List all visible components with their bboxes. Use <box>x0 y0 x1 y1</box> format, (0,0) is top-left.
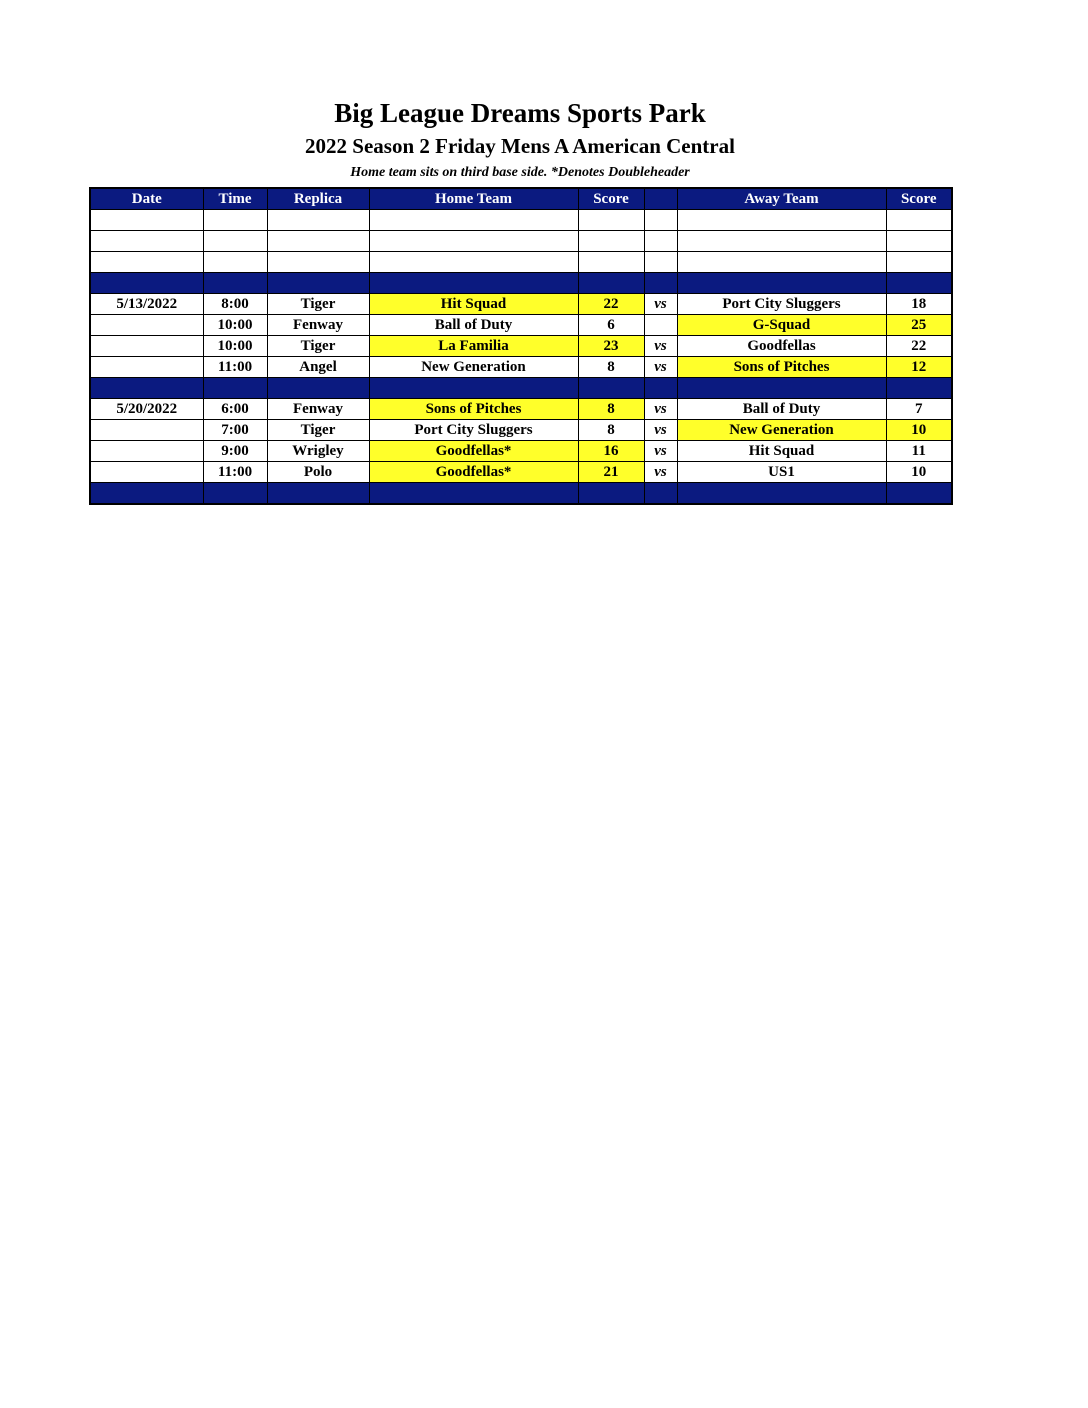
home-score: 22 <box>578 294 644 315</box>
empty-row <box>90 252 952 273</box>
away-score: 11 <box>886 441 952 462</box>
away-score: 7 <box>886 399 952 420</box>
game-time: 6:00 <box>203 399 267 420</box>
col-away-team-header: Away Team <box>677 188 886 210</box>
game-date <box>90 462 203 483</box>
col-home-score-header: Score <box>578 188 644 210</box>
game-date: 5/20/2022 <box>90 399 203 420</box>
game-replica: Tiger <box>267 420 369 441</box>
away-score: 10 <box>886 462 952 483</box>
page-title: Big League Dreams Sports Park <box>334 98 706 128</box>
header-row <box>90 188 952 210</box>
game-time: 11:00 <box>203 462 267 483</box>
table-row <box>90 441 952 462</box>
vs-label: vs <box>644 420 677 441</box>
vs-label <box>644 315 677 336</box>
schedule-note: Home team sits on third base side. *Denotes Doubleheader <box>350 165 690 180</box>
game-date: 5/13/2022 <box>90 294 203 315</box>
home-team: Hit Squad <box>369 294 578 315</box>
table-row <box>90 336 952 357</box>
game-time: 10:00 <box>203 315 267 336</box>
home-team: La Familia <box>369 336 578 357</box>
game-replica: Tiger <box>267 336 369 357</box>
col-time-header: Time <box>203 188 267 210</box>
home-team: Sons of Pitches <box>369 399 578 420</box>
home-score: 8 <box>578 357 644 378</box>
col-home-team-header: Home Team <box>369 188 578 210</box>
away-team: US1 <box>677 462 886 483</box>
game-replica: Tiger <box>267 294 369 315</box>
table-row <box>90 315 952 336</box>
away-team: Ball of Duty <box>677 399 886 420</box>
empty-row <box>90 231 952 252</box>
game-time: 7:00 <box>203 420 267 441</box>
home-score: 8 <box>578 399 644 420</box>
away-team: New Generation <box>677 420 886 441</box>
home-score: 23 <box>578 336 644 357</box>
table-row <box>90 399 952 420</box>
schedule-table <box>89 187 953 505</box>
col-replica-header: Replica <box>267 188 369 210</box>
table-row <box>90 357 952 378</box>
home-score: 8 <box>578 420 644 441</box>
game-date <box>90 420 203 441</box>
home-team: Ball of Duty <box>369 315 578 336</box>
home-team: Port City Sluggers <box>369 420 578 441</box>
table-row <box>90 294 952 315</box>
away-score: 22 <box>886 336 952 357</box>
home-score: 21 <box>578 462 644 483</box>
page-subtitle: 2022 Season 2 Friday Mens A American Central <box>305 134 735 158</box>
game-date <box>90 336 203 357</box>
separator-row <box>90 483 952 505</box>
away-score: 25 <box>886 315 952 336</box>
vs-label: vs <box>644 399 677 420</box>
game-time: 9:00 <box>203 441 267 462</box>
vs-label: vs <box>644 336 677 357</box>
game-replica: Fenway <box>267 399 369 420</box>
game-replica: Fenway <box>267 315 369 336</box>
home-team: Goodfellas* <box>369 441 578 462</box>
away-team: Port City Sluggers <box>677 294 886 315</box>
col-date-header: Date <box>90 188 203 210</box>
game-replica: Angel <box>267 357 369 378</box>
vs-label: vs <box>644 357 677 378</box>
away-team: G-Squad <box>677 315 886 336</box>
away-score: 12 <box>886 357 952 378</box>
home-score: 16 <box>578 441 644 462</box>
vs-label: vs <box>644 441 677 462</box>
game-time: 8:00 <box>203 294 267 315</box>
away-team: Goodfellas <box>677 336 886 357</box>
game-time: 11:00 <box>203 357 267 378</box>
away-score: 10 <box>886 420 952 441</box>
away-score: 18 <box>886 294 952 315</box>
col-vs-header <box>644 188 677 210</box>
away-team: Sons of Pitches <box>677 357 886 378</box>
vs-label: vs <box>644 462 677 483</box>
game-replica: Wrigley <box>267 441 369 462</box>
col-away-score-header: Score <box>886 188 952 210</box>
separator-row <box>90 273 952 294</box>
game-date <box>90 315 203 336</box>
home-score: 6 <box>578 315 644 336</box>
empty-row <box>90 210 952 231</box>
separator-row <box>90 378 952 399</box>
home-team: Goodfellas* <box>369 462 578 483</box>
table-row <box>90 420 952 441</box>
home-team: New Generation <box>369 357 578 378</box>
game-time: 10:00 <box>203 336 267 357</box>
away-team: Hit Squad <box>677 441 886 462</box>
game-replica: Polo <box>267 462 369 483</box>
game-date <box>90 441 203 462</box>
game-date <box>90 357 203 378</box>
vs-label: vs <box>644 294 677 315</box>
table-row <box>90 462 952 483</box>
